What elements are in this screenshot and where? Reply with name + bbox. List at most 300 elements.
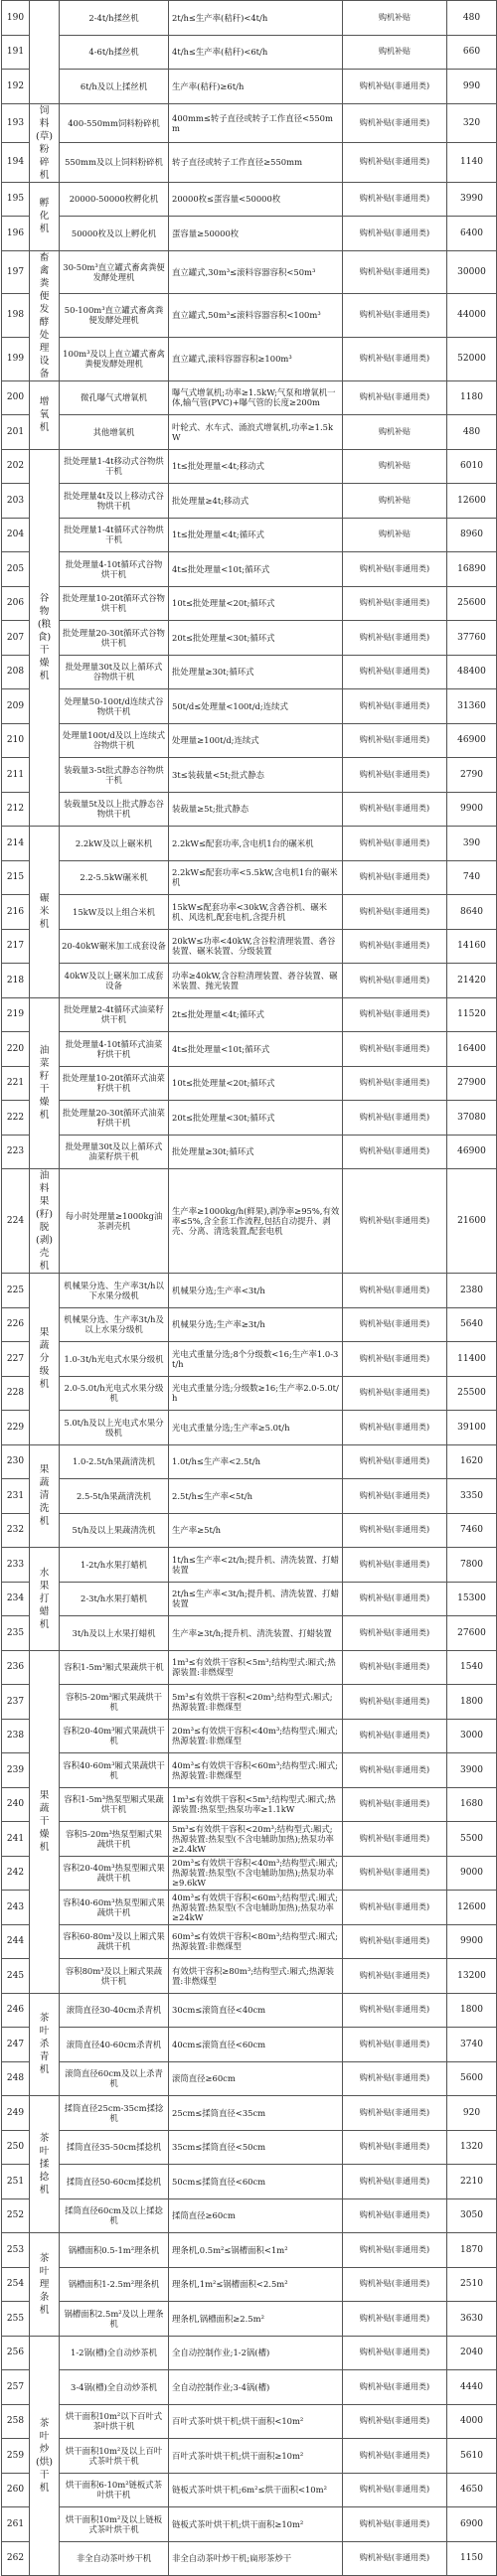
subsidy-type: 购机补贴: [343, 35, 447, 70]
subsidy-type: 购机补贴(非通用类): [343, 1787, 447, 1822]
item-spec: 20000枚≤蛋容量<50000枚: [169, 182, 343, 217]
subsidy-amount: 9000: [447, 1856, 497, 1891]
table-row: [2, 621, 497, 656]
subsidy-type: 购机补贴(非通用类): [343, 1548, 447, 1583]
subsidy-type: 购机补贴(非通用类): [343, 586, 447, 621]
item-spec: 10t≤批处理量<20t;循环式: [169, 1066, 343, 1101]
subsidy-amount: 11400: [447, 1342, 497, 1377]
subsidy-amount: 52000: [447, 337, 497, 380]
subsidy-type: 购机补贴(非通用类): [343, 2165, 447, 2199]
row-number: 256: [2, 2336, 30, 2370]
row-number: 237: [2, 1685, 30, 1720]
subsidy-type: 购机补贴(非通用类): [343, 2404, 447, 2439]
table-row: [2, 1307, 497, 1342]
row-number: 254: [2, 2267, 30, 2302]
subsidy-amount: 31360: [447, 689, 497, 724]
row-number: 205: [2, 552, 30, 587]
item-spec: 25cm≤揉筒直径<35cm: [169, 2096, 343, 2131]
subsidy-amount: 39100: [447, 1411, 497, 1445]
table-row: [2, 2302, 497, 2337]
item-spec: 20t≤批处理量<30t;循环式: [169, 1101, 343, 1136]
subsidy-amount: 3740: [447, 2028, 497, 2062]
row-number: 221: [2, 1066, 30, 1101]
subsidy-amount: 46900: [447, 1135, 497, 1169]
category-cell: 水果打蜡机: [30, 1548, 60, 1651]
subsidy-amount: 1140: [447, 143, 497, 183]
subsidy-type: 购机补贴(非通用类): [343, 1650, 447, 1685]
row-number: 252: [2, 2198, 30, 2233]
row-number: 212: [2, 792, 30, 827]
subsidy-type: 购机补贴(非通用类): [343, 1513, 447, 1548]
item-name: 容积40-60m³热泵型厢式果蔬烘干机: [60, 1891, 169, 1925]
item-name: 揉筒直径35-50cm揉捻机: [60, 2130, 169, 2165]
subsidy-amount: 4000: [447, 2404, 497, 2439]
subsidy-amount: 9900: [447, 1924, 497, 1959]
item-spec: 装载量≥5t;批式静态: [169, 792, 343, 827]
row-number: 209: [2, 689, 30, 724]
subsidy-type: 购机补贴(非通用类): [343, 2198, 447, 2233]
subsidy-amount: 3990: [447, 182, 497, 217]
subsidy-type: 购机补贴(非通用类): [343, 1753, 447, 1788]
item-spec: 百叶式茶叶烘干机;烘干面积≥10m²: [169, 2439, 343, 2474]
row-number: 225: [2, 1274, 30, 1308]
category-cell: 谷物(粮食)干燥机: [30, 449, 60, 827]
subsidy-type: 购机补贴(非通用类): [343, 1066, 447, 1101]
row-number: 198: [2, 294, 30, 338]
item-spec: 处理量≥100t/d;连续式: [169, 723, 343, 758]
row-number: 226: [2, 1307, 30, 1342]
item-spec: 生产率≥1000kg/h(鲜果),剥净率≥95%,有效率≤5%,含全套工作流程,包括自动提升、剥壳、分离、清选装置,配套电机: [169, 1169, 343, 1274]
table-row: [2, 723, 497, 758]
item-name: 3-4锅(槽)全自动炒茶机: [60, 2370, 169, 2405]
subsidy-amount: 15300: [447, 1582, 497, 1616]
subsidy-type: 购机补贴: [343, 415, 447, 450]
row-number: 215: [2, 860, 30, 895]
item-spec: 35cm≤揉筒直径<50cm: [169, 2130, 343, 2165]
subsidy-type: 购机补贴(非通用类): [343, 250, 447, 294]
row-number: 204: [2, 518, 30, 552]
row-number: 197: [2, 250, 30, 294]
item-spec: 链板式茶叶烘干机;烘干面积≥10m²: [169, 2507, 343, 2542]
table-row: [2, 2370, 497, 2405]
item-spec: 60m³≤有效烘干容积<80m³;结构型式:厢式;热源装置:非燃煤型: [169, 1924, 343, 1959]
item-spec: 理条机,1m²≤锅槽面积<2.5m²: [169, 2267, 343, 2302]
item-name: 烘干面积10m²及以上百叶式茶叶烘干机: [60, 2439, 169, 2474]
table-row: [2, 1993, 497, 2028]
subsidy-type: 购机补贴(非通用类): [343, 1169, 447, 1274]
table-row: [2, 1650, 497, 1685]
subsidy-amount: 920: [447, 2096, 497, 2131]
table-row: [2, 1787, 497, 1822]
item-spec: 40cm≤滚筒直径<60cm: [169, 2028, 343, 2062]
table-row: [2, 1274, 497, 1308]
subsidy-type: 购机补贴(非通用类): [343, 2439, 447, 2474]
table-row: [2, 449, 497, 484]
item-name: 批处理量30t及以上循环式谷物烘干机: [60, 655, 169, 689]
table-row: [2, 1479, 497, 1514]
item-spec: 2.5t/h≤生产率<5t/h: [169, 1479, 343, 1514]
item-spec: 20m³≤有效烘干容积<40m³;结构型式:厢式;热源装置:热泵型(不含电辅助加热);热泵功率≥9.6kW: [169, 1856, 343, 1891]
item-name: 1-2锅(槽)全自动炒茶机: [60, 2336, 169, 2370]
table-row: [2, 1169, 497, 1274]
row-number: 192: [2, 70, 30, 104]
row-number: 230: [2, 1444, 30, 1479]
subsidy-amount: 390: [447, 827, 497, 861]
subsidy-type: 购机补贴(非通用类): [343, 2130, 447, 2165]
subsidy-amount: 27600: [447, 1616, 497, 1651]
item-spec: 直立罐式,30m³≤滚料容器容积<50m³: [169, 250, 343, 294]
item-spec: 10t≤批处理量<20t;循环式: [169, 586, 343, 621]
item-spec: 2.2kW≤配套功率<5.5kW,含电机1台的碾米机: [169, 860, 343, 895]
category-cell: 油菜籽干燥机: [30, 997, 60, 1169]
table-row: [2, 1856, 497, 1891]
item-spec: 链板式茶叶烘干机;6m²≤烘干面积<10m²: [169, 2473, 343, 2507]
subsidy-type: 购机补贴(非通用类): [343, 217, 447, 251]
item-name: 2-4t/h揉丝机: [60, 1, 169, 36]
item-spec: 全自动控制作业;3-4锅(槽): [169, 2370, 343, 2405]
subsidy-amount: 3000: [447, 1719, 497, 1753]
subsidy-amount: 6900: [447, 2507, 497, 2542]
table-row: [2, 103, 497, 143]
item-spec: 生产率≥3t/h;提升机、清洗装置、打蜡装置: [169, 1616, 343, 1651]
item-name: 批处理量10-20t循环式油菜籽烘干机: [60, 1066, 169, 1101]
subsidy-type: 购机补贴(非通用类): [343, 1993, 447, 2028]
item-spec: 20m³≤有效烘干容积<40m³;结构型式:厢式;热源装置:非燃煤型: [169, 1719, 343, 1753]
item-spec: 叶轮式、水车式、涌浪式增氧机,功率≥1.5kW: [169, 415, 343, 450]
item-spec: 批处理量≥30t;循环式: [169, 655, 343, 689]
subsidy-type: 购机补贴(非通用类): [343, 1444, 447, 1479]
subsidy-type: 购机补贴(非通用类): [343, 1891, 447, 1925]
item-spec: 40m³≤有效烘干容积<60m³;结构型式:厢式;热源装置:非燃煤型: [169, 1753, 343, 1788]
subsidy-type: 购机补贴(非通用类): [343, 2541, 447, 2576]
row-number: 202: [2, 449, 30, 484]
item-name: 批处理量30t及以上循环式油菜籽烘干机: [60, 1135, 169, 1169]
subsidy-amount: 8640: [447, 895, 497, 930]
row-number: 194: [2, 143, 30, 183]
subsidy-amount: 5610: [447, 2439, 497, 2474]
table-row: [2, 1924, 497, 1959]
item-name: 15kW及以上组合米机: [60, 895, 169, 930]
category-cell: 果蔬清洗机: [30, 1444, 60, 1548]
item-name: 6t/h及以上揉丝机: [60, 70, 169, 104]
subsidy-amount: 3630: [447, 2302, 497, 2337]
subsidy-type: 购机补贴(非通用类): [343, 792, 447, 827]
item-name: 批处理量2-4t循环式油菜籽烘干机: [60, 997, 169, 1032]
table-row: [2, 2130, 497, 2165]
table-row: [2, 415, 497, 450]
item-spec: 曝气式增氧机;功率≥1.5kW;气泵和增氧机一体,输气管(PVC)+曝气管的长度≥200m: [169, 380, 343, 415]
table-row: [2, 1342, 497, 1377]
item-name: 50-100m³直立罐式畜禽粪便发酵处理机: [60, 294, 169, 338]
item-spec: 理条机,锅槽面积≥2.5m²: [169, 2302, 343, 2337]
table-row: [2, 143, 497, 183]
category-cell: 孵化机: [30, 182, 60, 250]
table-row: [2, 758, 497, 793]
subsidy-type: 购机补贴(非通用类): [343, 2507, 447, 2542]
item-spec: 直立罐式,50m³≤滚料容器容积<100m³: [169, 294, 343, 338]
row-number: 260: [2, 2473, 30, 2507]
table-row: [2, 1959, 497, 1994]
subsidy-amount: 21600: [447, 1169, 497, 1274]
subsidy-amount: 2790: [447, 758, 497, 793]
row-number: 219: [2, 997, 30, 1032]
subsidy-type: 购机补贴(非通用类): [343, 1822, 447, 1857]
subsidy-amount: 5500: [447, 1822, 497, 1857]
subsidy-type: 购机补贴(非通用类): [343, 1719, 447, 1753]
subsidy-amount: 12600: [447, 1891, 497, 1925]
item-name: 30-50m³直立罐式畜禽粪便发酵处理机: [60, 250, 169, 294]
subsidy-type: 购机补贴(非通用类): [343, 827, 447, 861]
subsidy-amount: 3050: [447, 2198, 497, 2233]
table-row: [2, 1101, 497, 1136]
category-cell: 果蔬分级机: [30, 1274, 60, 1445]
row-number: 241: [2, 1822, 30, 1857]
subsidy-amount: 3900: [447, 1753, 497, 1788]
table-row: [2, 2541, 497, 2576]
row-number: 206: [2, 586, 30, 621]
subsidy-amount: 25500: [447, 1376, 497, 1411]
subsidy-amount: 25600: [447, 586, 497, 621]
subsidy-type: 购机补贴(非通用类): [343, 2233, 447, 2268]
subsidy-amount: 7460: [447, 1513, 497, 1548]
item-name: 容积60-80m³及以上厢式果蔬烘干机: [60, 1924, 169, 1959]
item-spec: 5m³≤有效烘干容积<20m³;结构型式:厢式;热源装置:非燃煤型: [169, 1685, 343, 1720]
table-row: [2, 2336, 497, 2370]
category-cell: 茶叶揉捻机: [30, 2096, 60, 2233]
item-name: 3t/h及以上水果打蜡机: [60, 1616, 169, 1651]
table-row: [2, 182, 497, 217]
subsidy-amount: 1320: [447, 2130, 497, 2165]
subsidy-amount: 37760: [447, 621, 497, 656]
subsidy-amount: 480: [447, 415, 497, 450]
item-name: 批处理量1-4t循环式谷物烘干机: [60, 518, 169, 552]
table-row: [2, 2439, 497, 2474]
subsidy-type: 购机补贴(非通用类): [343, 380, 447, 415]
table-row: [2, 1032, 497, 1067]
row-number: 228: [2, 1376, 30, 1411]
row-number: 245: [2, 1959, 30, 1994]
row-number: 255: [2, 2302, 30, 2337]
row-number: 239: [2, 1753, 30, 1788]
item-spec: 3t≤装载量<5t;批式静态: [169, 758, 343, 793]
subsidy-type: 购机补贴(非通用类): [343, 1135, 447, 1169]
subsidy-type: 购机补贴(非通用类): [343, 1479, 447, 1514]
subsidy-amount: 1150: [447, 2541, 497, 2576]
table-row: [2, 1616, 497, 1651]
subsidy-amount: 13200: [447, 1959, 497, 1994]
row-number: 200: [2, 380, 30, 415]
category-cell: 饲料(草)粉碎机: [30, 103, 60, 182]
item-name: 批处理量20-30t循环式油菜籽烘干机: [60, 1101, 169, 1136]
category-cell: 茶叶炒(烘)干机: [30, 2336, 60, 2576]
item-name: 50000枚及以上孵化机: [60, 217, 169, 251]
subsidy-type: 购机补贴(非通用类): [343, 2370, 447, 2405]
row-number: 259: [2, 2439, 30, 2474]
item-name: 处理量100t/d及以上连续式谷物烘干机: [60, 723, 169, 758]
subsidy-amount: 4650: [447, 2473, 497, 2507]
subsidy-type: 购机补贴(非通用类): [343, 1376, 447, 1411]
item-name: 揉筒直径50-60cm揉捻机: [60, 2165, 169, 2199]
category-cell: [30, 1, 60, 104]
item-name: 批处理量4t及以上移动式谷物烘干机: [60, 484, 169, 519]
item-spec: 光电式重量分选;生产率≥5.0t/h: [169, 1411, 343, 1445]
subsidy-type: 购机补贴(非通用类): [343, 1856, 447, 1891]
item-spec: 有效烘干容积≥80m³;结构型式:厢式;热源装置:非燃煤型: [169, 1959, 343, 1994]
row-number: 257: [2, 2370, 30, 2405]
table-row: [2, 2267, 497, 2302]
item-spec: 理条机,0.5m²≤锅槽面积<1m²: [169, 2233, 343, 2268]
item-name: 烘干面积6-10m²链板式茶叶烘干机: [60, 2473, 169, 2507]
row-number: 231: [2, 1479, 30, 1514]
table-row: [2, 2473, 497, 2507]
item-name: 1.0-2.5t/h果蔬清洗机: [60, 1444, 169, 1479]
item-name: 容积1-5m³热泵型厢式果蔬烘干机: [60, 1787, 169, 1822]
item-spec: 机械果分选;生产率<3t/h: [169, 1274, 343, 1308]
item-name: 滚筒直径40-60cm杀青机: [60, 2028, 169, 2062]
row-number: 224: [2, 1169, 30, 1274]
table-row: [2, 337, 497, 380]
row-number: 247: [2, 2028, 30, 2062]
item-spec: 生产率≥5t/h: [169, 1513, 343, 1548]
subsidy-type: 购机补贴(非通用类): [343, 103, 447, 143]
item-spec: 功率≥40kW,含谷粒清理装置、砻谷装置、碾米装置、抛光装置: [169, 964, 343, 998]
item-name: 烘干面积10m²以下百叶式茶叶烘干机: [60, 2404, 169, 2439]
row-number: 234: [2, 1582, 30, 1616]
item-name: 机械果分选、生产率3t/h以下水果分级机: [60, 1274, 169, 1308]
item-name: 400-550mm饲料粉碎机: [60, 103, 169, 143]
row-number: 258: [2, 2404, 30, 2439]
item-name: 5.0t/h及以上光电式水果分级机: [60, 1411, 169, 1445]
item-spec: 生产率(秸秆)≥6t/h: [169, 70, 343, 104]
row-number: 244: [2, 1924, 30, 1959]
row-number: 208: [2, 655, 30, 689]
table-row: [2, 70, 497, 104]
table-row: [2, 1513, 497, 1548]
subsidy-type: 购机补贴: [343, 449, 447, 484]
item-name: 烘干面积10m²及以上链板式茶叶烘干机: [60, 2507, 169, 2542]
table-row: [2, 1719, 497, 1753]
subsidy-type: 购机补贴(非通用类): [343, 997, 447, 1032]
item-spec: 直立罐式,滚料容器容积≥100m³: [169, 337, 343, 380]
row-number: 191: [2, 35, 30, 70]
subsidy-amount: 1680: [447, 1787, 497, 1822]
table-row: [2, 1582, 497, 1616]
subsidy-amount: 7800: [447, 1548, 497, 1583]
subsidy-type: 购机补贴(非通用类): [343, 2028, 447, 2062]
table-row: [2, 217, 497, 251]
subsidy-amount: 44000: [447, 294, 497, 338]
table-row: [2, 2404, 497, 2439]
category-cell: 增氧机: [30, 380, 60, 449]
subsidy-type: 购机补贴(非通用类): [343, 621, 447, 656]
subsidy-type: 购机补贴(非通用类): [343, 2096, 447, 2131]
table-row: [2, 1753, 497, 1788]
table-row: [2, 250, 497, 294]
item-name: 揉筒直径60cm及以上揉捻机: [60, 2198, 169, 2233]
item-spec: 2t/h≤生产率(秸秆)<4t/h: [169, 1, 343, 36]
subsidy-amount: 2210: [447, 2165, 497, 2199]
item-name: 容积5-20m³厢式果蔬烘干机: [60, 1685, 169, 1720]
subsidy-type: 购机补贴(非通用类): [343, 2302, 447, 2337]
subsidy-amount: 1620: [447, 1444, 497, 1479]
row-number: 240: [2, 1787, 30, 1822]
table-row: [2, 2507, 497, 2542]
subsidy-type: 购机补贴(非通用类): [343, 2061, 447, 2096]
subsidy-type: 购机补贴(非通用类): [343, 182, 447, 217]
row-number: 236: [2, 1650, 30, 1685]
table-row: [2, 35, 497, 70]
subsidy-type: 购机补贴(非通用类): [343, 294, 447, 338]
category-cell: 果蔬干燥机: [30, 1650, 60, 1993]
subsidy-type: 购机补贴(非通用类): [343, 895, 447, 930]
row-number: 246: [2, 1993, 30, 2028]
subsidy-type: 购机补贴(非通用类): [343, 1959, 447, 1994]
category-cell: 茶叶理条机: [30, 2233, 60, 2337]
row-number: 222: [2, 1101, 30, 1136]
table-row: [2, 2233, 497, 2268]
table-row: [2, 1066, 497, 1101]
item-spec: 400mm≤转子直径或转子工作直径<550mm: [169, 103, 343, 143]
subsidy-amount: 740: [447, 860, 497, 895]
table-row: [2, 1376, 497, 1411]
row-number: 207: [2, 621, 30, 656]
row-number: 242: [2, 1856, 30, 1891]
item-name: 机械果分选、生产率3t/h及以上水果分级机: [60, 1307, 169, 1342]
item-name: 容积20-40m³热泵型厢式果蔬烘干机: [60, 1856, 169, 1891]
item-name: 100m³及以上直立罐式畜禽粪便发酵处理机: [60, 337, 169, 380]
table-row: [2, 1891, 497, 1925]
subsidy-amount: 320: [447, 103, 497, 143]
item-name: 4-6t/h揉丝机: [60, 35, 169, 70]
subsidy-amount: 11520: [447, 997, 497, 1032]
subsidy-type: 购机补贴(非通用类): [343, 964, 447, 998]
subsidy-amount: 16890: [447, 552, 497, 587]
subsidy-type: 购机补贴(非通用类): [343, 860, 447, 895]
item-spec: 1t≤批处理量<4t;移动式: [169, 449, 343, 484]
item-name: 1.0-3t/h光电式水果分级机: [60, 1342, 169, 1377]
item-name: 锅槽面积1-2.5m²理条机: [60, 2267, 169, 2302]
item-spec: 20t≤批处理量<30t;循环式: [169, 621, 343, 656]
item-name: 40kW及以上碾米加工成套设备: [60, 964, 169, 998]
item-spec: 揉筒直径≥60cm: [169, 2198, 343, 2233]
item-name: 滚筒直径60cm及以上杀青机: [60, 2061, 169, 2096]
row-number: 238: [2, 1719, 30, 1753]
row-number: 201: [2, 415, 30, 450]
table-row: [2, 964, 497, 998]
subsidy-amount: 480: [447, 1, 497, 36]
subsidy-type: 购机补贴(非通用类): [343, 655, 447, 689]
table-row: [2, 294, 497, 338]
subsidy-amount: 1870: [447, 2233, 497, 2268]
item-spec: 批处理量≥4t;移动式: [169, 484, 343, 519]
subsidy-amount: 46900: [447, 723, 497, 758]
row-number: 250: [2, 2130, 30, 2165]
item-spec: 机械果分选;生产率≥3t/h: [169, 1307, 343, 1342]
table-row: [2, 997, 497, 1032]
item-spec: 40m³≤有效烘干容积<60m³;结构型式:厢式;热源装置:热泵型(不含电辅助加热);热泵功率≥24kW: [169, 1891, 343, 1925]
item-spec: 光电式重量分选;8个分级数<16;生产率1.0-3t/h: [169, 1342, 343, 1377]
row-number: 232: [2, 1513, 30, 1548]
table-row: [2, 1444, 497, 1479]
subsidy-amount: 2380: [447, 1274, 497, 1308]
subsidy-amount: 1800: [447, 1993, 497, 2028]
table-row: [2, 1411, 497, 1445]
item-spec: 4t/h≤生产率(秸秆)<6t/h: [169, 35, 343, 70]
table-row: [2, 2165, 497, 2199]
row-number: 190: [2, 1, 30, 36]
subsidy-amount: 14160: [447, 929, 497, 964]
subsidy-type: 购机补贴(非通用类): [343, 929, 447, 964]
